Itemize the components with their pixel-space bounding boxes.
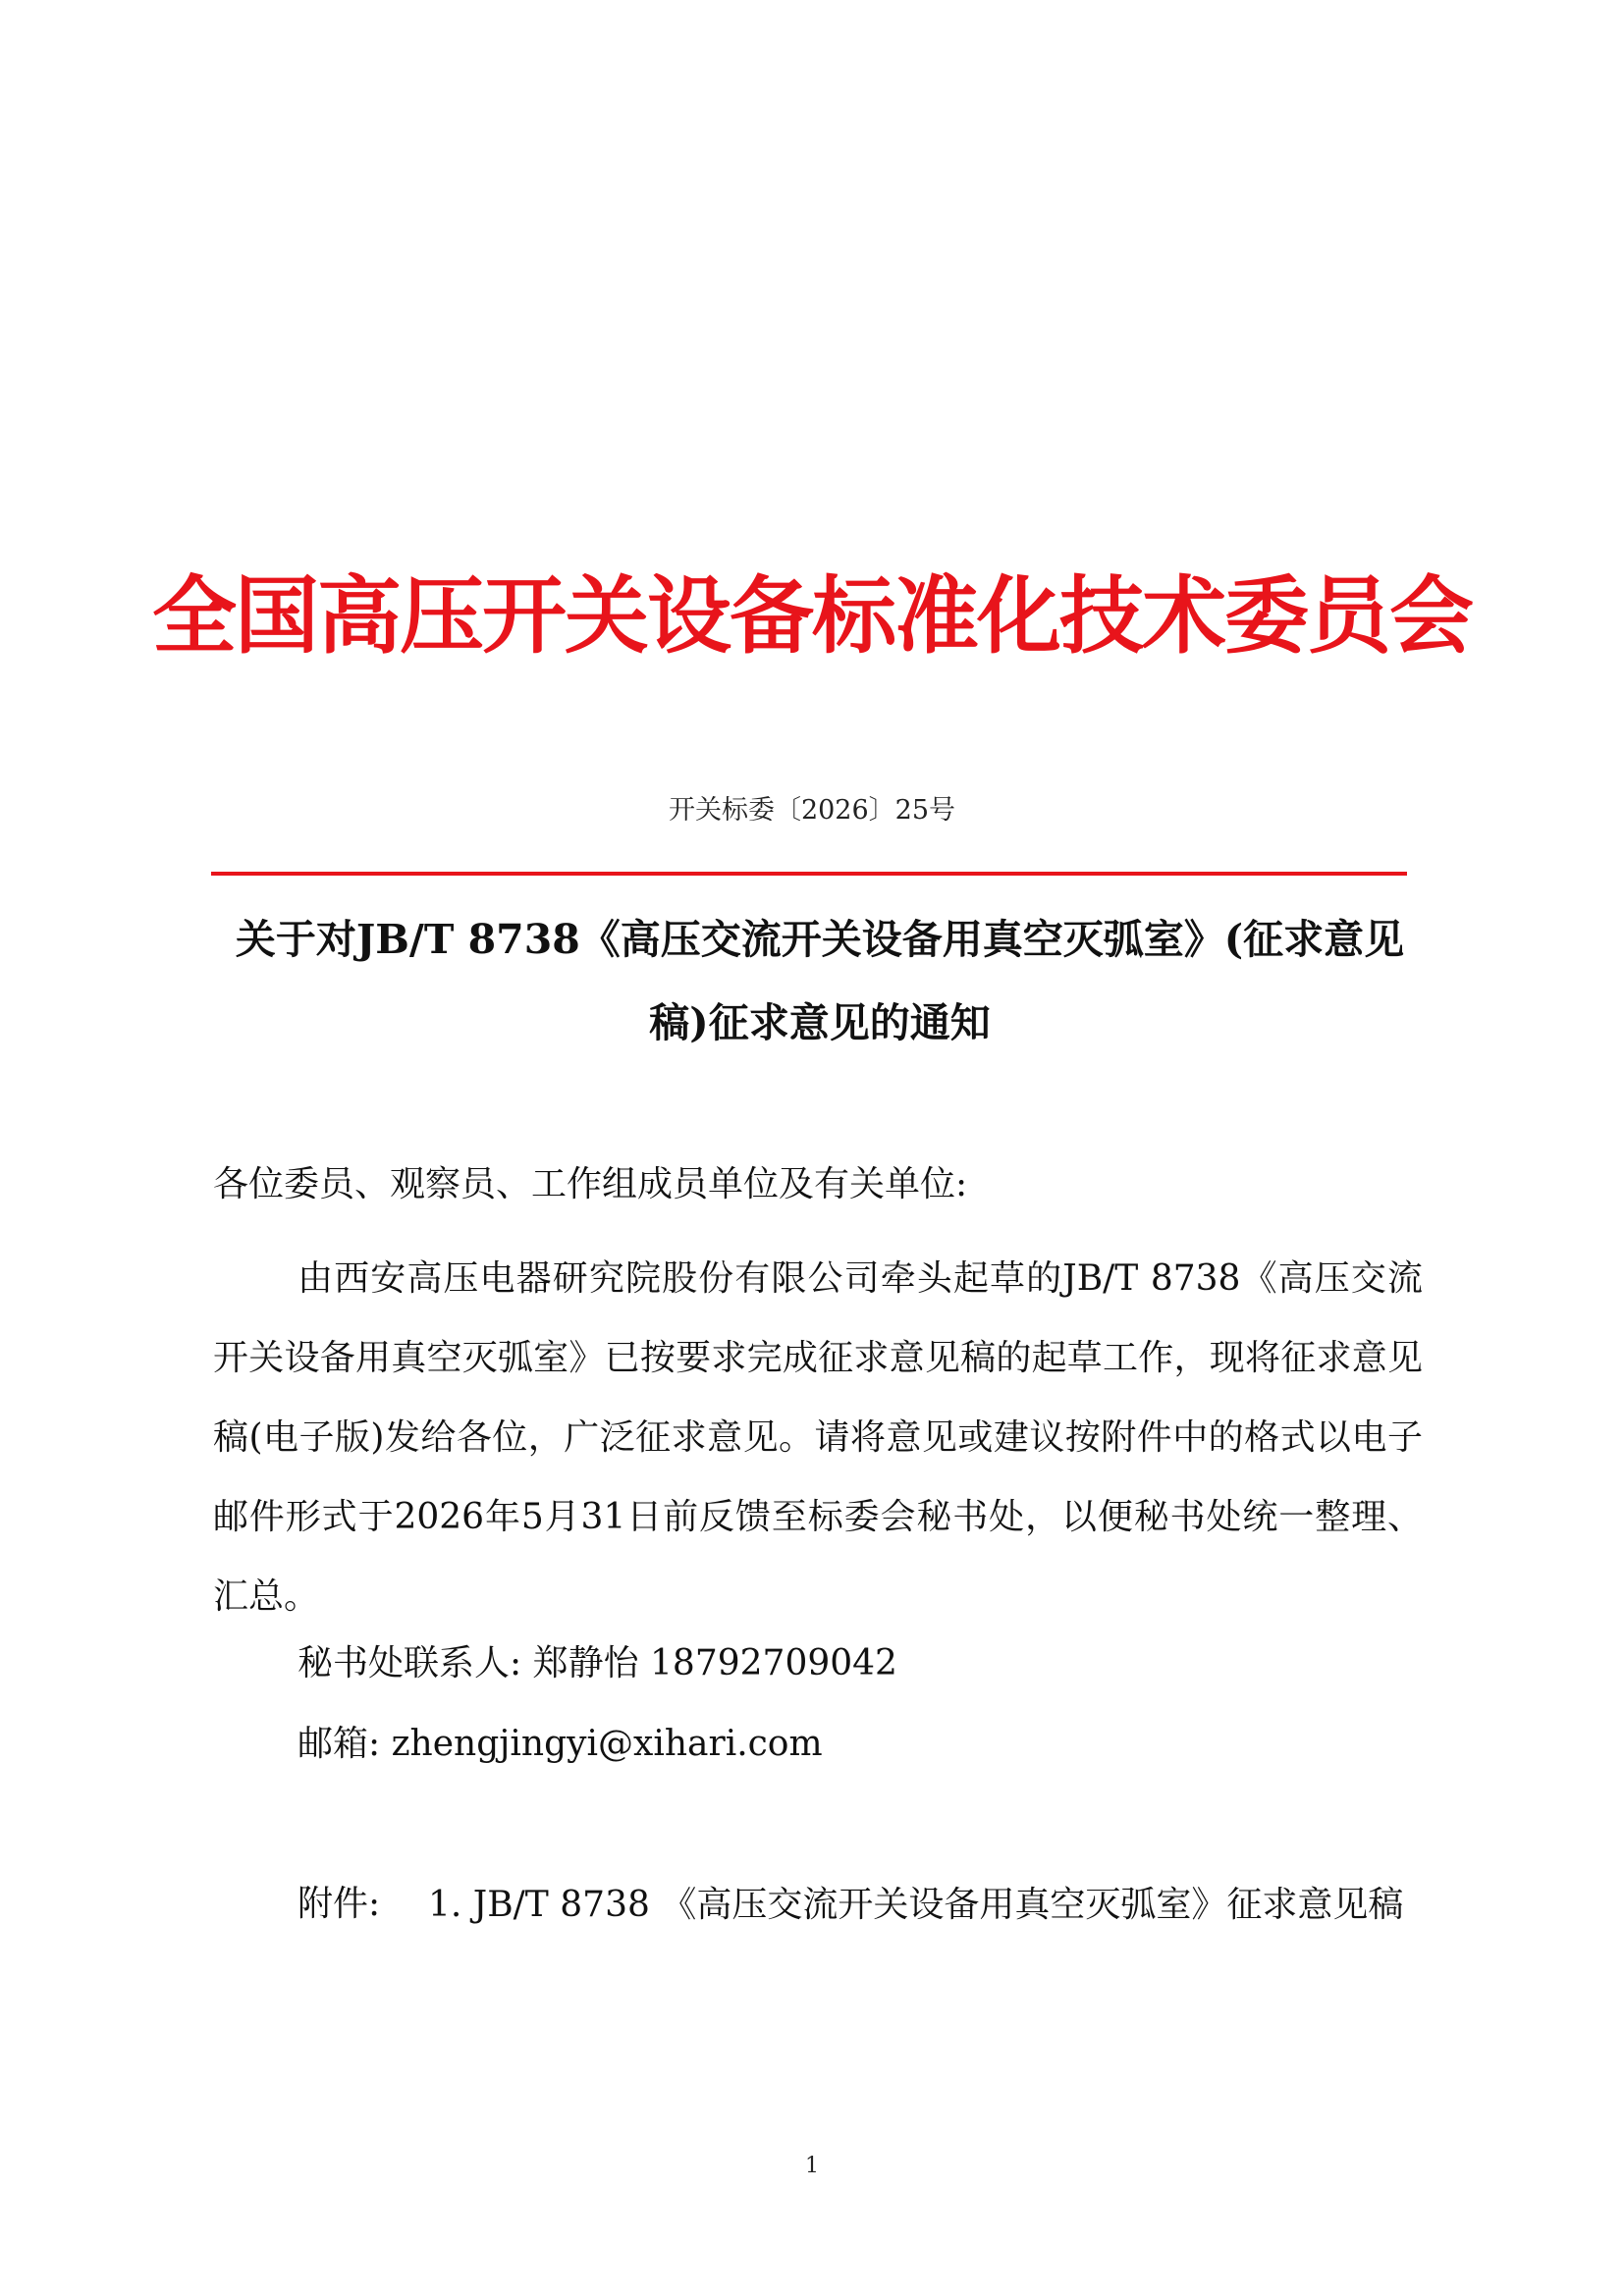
contact-person: 秘书处联系人: 郑静怡 18792709042 [298,1643,897,1683]
page-number: 1 [805,2154,819,2178]
notice-title: 关于对JB/T 8738《高压交流开关设备用真空灭弧室》(征求意见稿)征求意见的通知 [235,916,1405,1046]
body-paragraph: 由西安高压电器研究院股份有限公司牵头起草的JB/T 8738《高压交流开关设备用真空灭弧室》已按要求完成征求意见稿的起草工作，现将征求意见稿(电子版)发给各位，广泛征求意见。请将意见或建议按附件中的格式以电子邮件形式于2026年5月31日前反馈至标委会秘书处，以便秘书处统一整理、汇总。 [213,1258,1423,1617]
organization-title: 全国高压开关设备标准化技术委员会 [152,567,1472,666]
attachment-item: 1. JB/T 8738 《高压交流开关设备用真空灭弧室》征求意见稿 [428,1885,1404,1925]
red-divider-line [211,872,1407,876]
salutation: 各位委员、观察员、工作组成员单位及有关单位: [213,1164,968,1204]
contact-email: 邮箱: zhengjingyi@xihari.com [298,1724,823,1764]
document-number: 开关标委〔2026〕25号 [668,795,956,826]
attachment-label: 附件: [298,1884,381,1924]
